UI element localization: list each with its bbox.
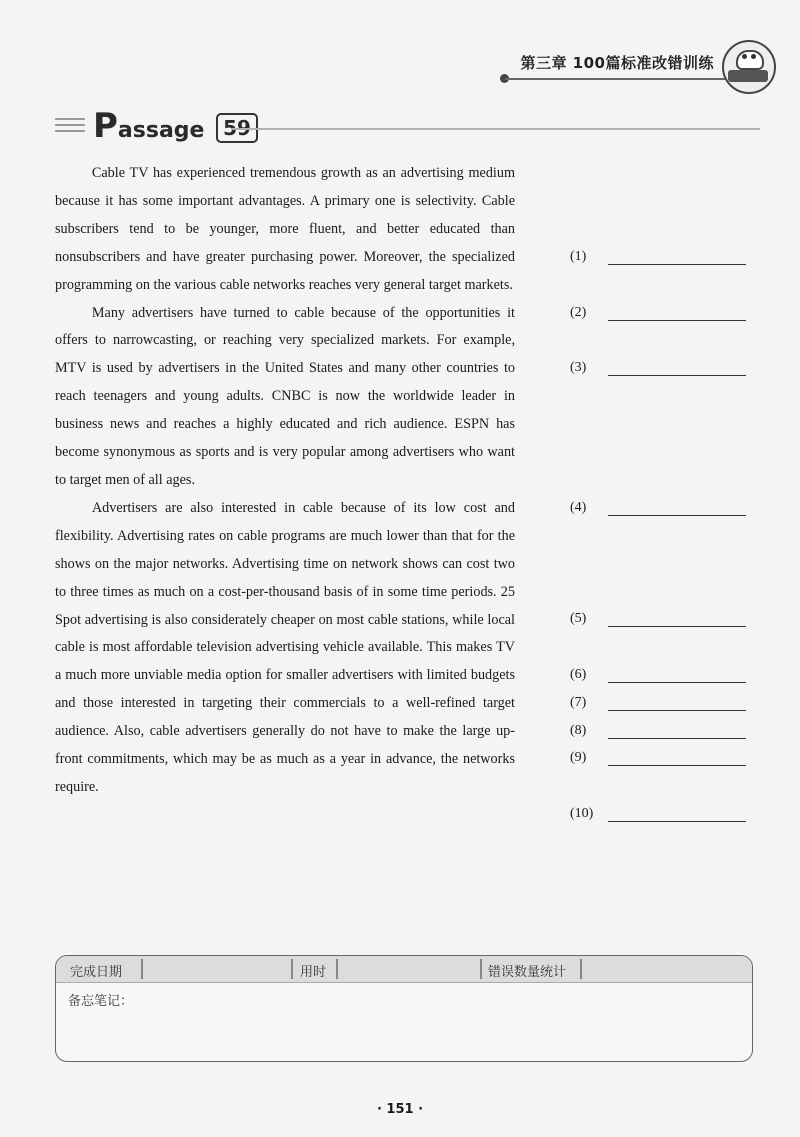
heading-dash-lines <box>55 118 85 136</box>
passage-title: Passage 59 <box>93 106 258 146</box>
paragraph-3: Advertisers are also interested in cable because of its low cost and flexibility. Advertising rates on cable programs are much lower than that for the shows on the major networks. Advertising time on network shows can cost two to three times as much on a cost-per-thousand basis of in some time periods. 25 Spot advertising is also considerately cheaper on most cable stations, while local cable is most affordable television advertising vehicle available. This makes TV a much more unviable media option for smaller advertisers with limited budgets and those interested in targeting their commercials to a well-refined target audience. Also, cable advertisers generally do not have to make the large up-front commitments, which may be as much as a year in advance, the networks require. <box>55 499 515 795</box>
answer-line: (2) <box>570 305 750 325</box>
answer-line: (6) <box>570 667 750 687</box>
error-count-label: 错误数量统计 <box>488 965 567 980</box>
answer-line: (10) <box>570 806 750 826</box>
passage-body <box>55 160 515 802</box>
answer-line: (4) <box>570 500 750 520</box>
answer-line: (7) <box>570 695 750 715</box>
notes-header <box>56 956 752 983</box>
answer-line: (1) <box>570 249 750 269</box>
paragraph-1: Cable TV has experienced tremendous growth as an advertising medium because it has some important advantages. A primary one is selectivity. Cable subscribers tend to be younger, more fluent, and better educated than nonsubscribers and have greater purchasing power. Moreover, the specialized programming on the various cable networks reaches very general target markets. <box>55 165 515 293</box>
answer-line: (5) <box>570 611 750 631</box>
notes-box <box>55 955 753 1062</box>
chapter-title: 第三章 100篇标准改错训练 <box>520 54 714 72</box>
memo-label: 备忘笔记： <box>68 994 134 1009</box>
answer-line: (8) <box>570 723 750 743</box>
answer-line: (3) <box>570 360 750 380</box>
answer-line: (9) <box>570 750 750 770</box>
page-number: · 151 · <box>376 1102 424 1117</box>
answer-column <box>570 0 760 900</box>
passage-number: 59 <box>216 113 258 143</box>
completion-date-label: 完成日期 <box>70 965 123 980</box>
time-used-label: 用时 <box>300 965 327 980</box>
paragraph-2: Many advertisers have turned to cable because of the opportunities it offers to narrowcasting, or reaching very specialized markets. For example, MTV is used by advertisers in the United States and many other countries to reach teenagers and young adults. CNBC is now the worldwide leader in business news and reaches a highly educated and rich audience. ESPN has become synonymous as sports and is very popular among advertisers who want to target men of all ages. <box>55 304 515 488</box>
